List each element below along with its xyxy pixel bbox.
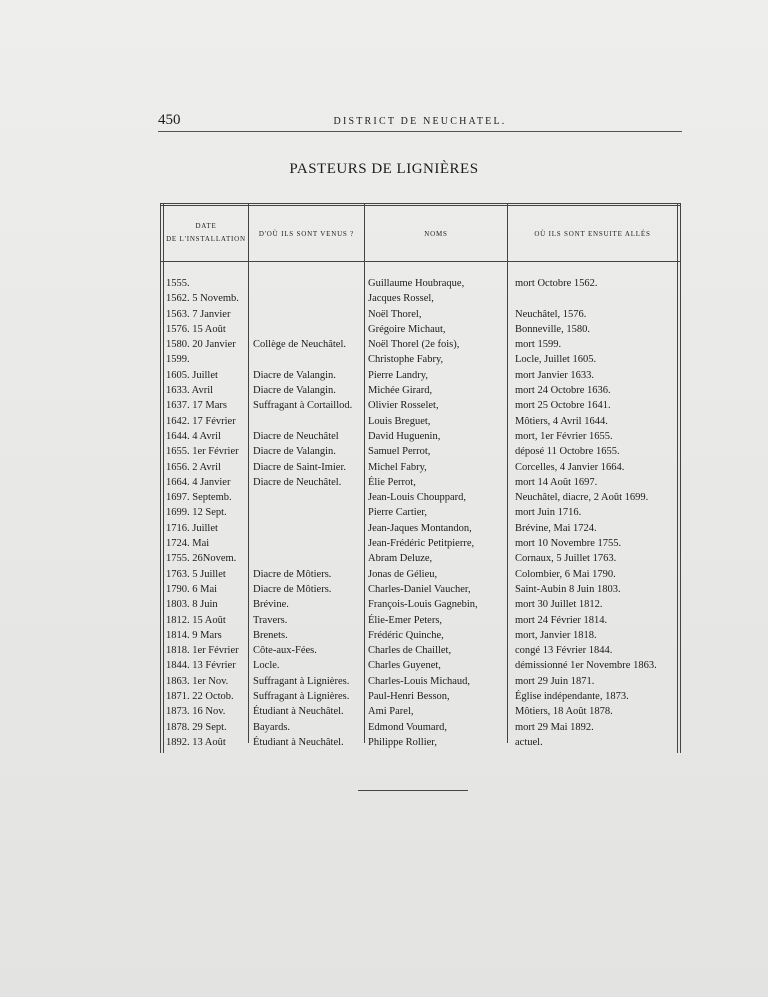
- row-destination: mort 24 Février 1814.: [515, 614, 608, 626]
- row-origin: Suffragant à Cortaillod.: [253, 400, 353, 412]
- row-name: Edmond Voumard,: [368, 721, 447, 733]
- row-date: 1562. 5 Novemb.: [166, 293, 239, 305]
- row-date: 1642. 17 Février: [166, 415, 236, 427]
- row-destination: démissionné 1er Novembre 1863.: [515, 660, 657, 672]
- row-destination: Môtiers, 4 Avril 1644.: [515, 415, 608, 427]
- row-destination: mort Janvier 1633.: [515, 369, 595, 381]
- row-destination: mort 1599.: [515, 339, 562, 351]
- row-date: 1763. 5 Juillet: [166, 568, 226, 580]
- row-name: Guillaume Houbraque,: [368, 278, 465, 289]
- table-right-rule: [680, 203, 681, 753]
- row-origin: Diacre de Môtiers.: [253, 568, 332, 580]
- row-destination: mort 29 Juin 1871.: [515, 675, 595, 687]
- row-destination: mort Octobre 1562.: [515, 278, 598, 289]
- row-date: 1892. 13 Août: [166, 736, 226, 748]
- row-origin: Travers.: [253, 614, 288, 626]
- column-rule-3: [507, 203, 508, 743]
- row-name: François-Louis Gagnebin,: [368, 599, 478, 611]
- row-date: 1818. 1er Février: [166, 645, 239, 657]
- row-destination: Neuchâtel, 1576.: [515, 308, 587, 320]
- row-origin: [253, 291, 352, 306]
- row-name: Élie Perrot,: [368, 476, 416, 488]
- row-origin: Étudiant à Neuchâtel.: [253, 736, 344, 748]
- row-name: Charles-Louis Michaud,: [368, 675, 471, 687]
- table-left-rule: [160, 203, 161, 753]
- running-head: [158, 112, 682, 132]
- pastors-table: [160, 203, 680, 753]
- header-rule: [158, 131, 682, 132]
- row-name: David Huguenin,: [368, 430, 441, 442]
- row-destination: mort 14 Août 1697.: [515, 476, 598, 488]
- row-date: 1633. Avril: [166, 385, 214, 397]
- column-rule-2: [364, 203, 365, 743]
- table-right-rule-inner: [677, 203, 678, 753]
- row-date: 1878. 29 Sept.: [166, 721, 227, 733]
- row-destination: mort 30 Juillet 1812.: [515, 599, 603, 611]
- row-name: Jean-Jaques Montandon,: [368, 522, 472, 534]
- row-date: 1863. 1er Nov.: [166, 675, 229, 687]
- row-destination: Bonneville, 1580.: [515, 323, 590, 335]
- row-name: Noël Thorel,: [368, 308, 422, 320]
- row-name: Pierre Landry,: [368, 369, 428, 381]
- row-date: 1637. 17 Mars: [166, 400, 227, 412]
- row-origin: [253, 490, 352, 505]
- table-header-rule: [160, 261, 680, 262]
- row-origin: Brévine.: [253, 599, 289, 611]
- row-name: Élie-Emer Peters,: [368, 614, 443, 626]
- row-destination: Locle, Juillet 1605.: [515, 354, 597, 366]
- row-destination: actuel.: [515, 736, 543, 748]
- row-destination: Neuchâtel, diacre, 2 Août 1699.: [515, 492, 649, 504]
- row-destination: mort, 1er Février 1655.: [515, 430, 613, 442]
- row-name: Abram Deluze,: [368, 553, 433, 565]
- row-name: Michée Girard,: [368, 385, 433, 397]
- row-destination: déposé 11 Octobre 1655.: [515, 446, 620, 458]
- row-name: Charles-Daniel Vaucher,: [368, 583, 471, 595]
- row-date: 1803. 8 Juin: [166, 599, 218, 611]
- row-destination: [515, 291, 657, 306]
- table-top-rule: [160, 203, 680, 204]
- row-name: Grégoire Michaut,: [368, 323, 446, 335]
- row-destination: mort Juin 1716.: [515, 507, 582, 519]
- row-date: 1656. 2 Avril: [166, 461, 221, 473]
- header-names: NOMS: [424, 230, 448, 238]
- column-rule-1: [248, 203, 249, 743]
- row-date: 1844. 13 Février: [166, 660, 236, 672]
- row-date: 1716. Juillet: [166, 522, 218, 534]
- row-date: 1873. 16 Nov.: [166, 706, 226, 718]
- row-origin: Côte-aux-Fées.: [253, 645, 317, 657]
- row-date: 1790. 6 Mai: [166, 583, 218, 595]
- row-destination: congé 13 Février 1844.: [515, 645, 613, 657]
- row-origin: Étudiant à Neuchâtel.: [253, 706, 344, 718]
- row-name: Jean-Louis Chouppard,: [368, 492, 466, 504]
- row-name: Louis Breguet,: [368, 415, 431, 427]
- row-destination: Cornaux, 5 Juillet 1763.: [515, 553, 617, 565]
- page-number: 450: [158, 112, 181, 128]
- row-date: 1871. 22 Octob.: [166, 691, 234, 703]
- header-date: [164, 220, 248, 246]
- row-name: Pierre Cartier,: [368, 507, 428, 519]
- row-name: Jean-Frédéric Petitpierre,: [368, 538, 475, 550]
- column-names: [368, 276, 478, 750]
- row-destination: Corcelles, 4 Janvier 1664.: [515, 461, 625, 473]
- row-origin: Locle.: [253, 660, 280, 672]
- row-date: 1555.: [166, 278, 190, 289]
- row-origin: Diacre de Valangin.: [253, 369, 336, 381]
- row-name: Jonas de Gélieu,: [368, 568, 438, 580]
- row-origin: Brenets.: [253, 629, 288, 641]
- table-left-rule-inner: [163, 203, 164, 753]
- row-destination: mort 24 Octobre 1636.: [515, 385, 611, 397]
- row-name: Frédéric Quinche,: [368, 629, 444, 641]
- row-name: Samuel Perrot,: [368, 446, 431, 458]
- row-name: Philippe Rollier,: [368, 736, 437, 748]
- row-date: 1699. 12 Sept.: [166, 507, 227, 519]
- row-name: Charles Guyenet,: [368, 660, 441, 672]
- row-origin: [253, 536, 352, 551]
- row-origin: Diacre de Valangin.: [253, 446, 336, 458]
- row-destination: Église indépendante, 1873.: [515, 691, 629, 703]
- row-origin: Suffragant à Lignières.: [253, 675, 350, 687]
- row-origin: [253, 307, 352, 322]
- row-origin: Diacre de Valangin.: [253, 385, 336, 397]
- row-name: Jacques Rossel,: [368, 293, 434, 305]
- row-date: 1605. Juillet: [166, 369, 218, 381]
- column-dates: [166, 276, 239, 750]
- row-destination: Brévine, Mai 1724.: [515, 522, 597, 534]
- page-title: PASTEURS DE LIGNIÈRES: [289, 161, 479, 177]
- row-date: 1755. 26Novem.: [166, 553, 237, 565]
- row-name: Ami Parel,: [368, 706, 414, 718]
- column-destinations: [515, 276, 657, 750]
- end-rule: [358, 790, 468, 791]
- table-top-rule-inner: [160, 205, 680, 206]
- row-destination: mort 29 Mai 1892.: [515, 721, 594, 733]
- row-origin: Diacre de Saint-Imier.: [253, 461, 347, 473]
- row-name: Christophe Fabry,: [368, 354, 444, 366]
- row-date: 1644. 4 Avril: [166, 430, 221, 442]
- row-origin: [253, 276, 352, 291]
- row-origin: [253, 551, 352, 566]
- row-origin: Bayards.: [253, 721, 291, 733]
- header-date-line1: DATE: [195, 222, 217, 230]
- row-date: 1812. 15 Août: [166, 614, 226, 626]
- row-destination: mort, Janvier 1818.: [515, 629, 597, 641]
- row-date: 1814. 9 Mars: [166, 629, 222, 641]
- row-origin: Suffragant à Lignières.: [253, 691, 350, 703]
- header-origin: D'OÙ ILS SONT VENUS ?: [258, 230, 355, 238]
- row-origin: [253, 352, 352, 367]
- row-date: 1655. 1er Février: [166, 446, 239, 458]
- row-date: 1580. 20 Janvier: [166, 339, 236, 351]
- row-origin: Diacre de Neuchâtel: [253, 430, 339, 442]
- row-date: 1697. Septemb.: [166, 492, 232, 504]
- row-origin: Collège de Neuchâtel.: [253, 339, 347, 351]
- row-destination: mort 10 Novembre 1755.: [515, 538, 622, 550]
- row-destination: Môtiers, 18 Août 1878.: [515, 706, 613, 718]
- row-destination: Saint-Aubin 8 Juin 1803.: [515, 583, 621, 595]
- row-origin: [253, 414, 352, 429]
- row-date: 1724. Mai: [166, 538, 210, 550]
- header-destination: OÙ ILS SONT ENSUITE ALLÉS: [534, 230, 651, 238]
- row-destination: Colombier, 6 Mai 1790.: [515, 568, 616, 580]
- header-date-line2: DE L'INSTALLATION: [166, 235, 246, 243]
- row-origin: Diacre de Neuchâtel.: [253, 476, 342, 488]
- running-title: DISTRICT DE NEUCHATEL.: [333, 116, 507, 127]
- row-date: 1563. 7 Janvier: [166, 308, 231, 320]
- row-destination: mort 25 Octobre 1641.: [515, 400, 611, 412]
- row-name: Olivier Rosselet,: [368, 400, 439, 412]
- row-name: Charles de Chaillet,: [368, 645, 452, 657]
- row-name: Paul-Henri Besson,: [368, 691, 450, 703]
- row-origin: [253, 521, 352, 536]
- row-date: 1664. 4 Janvier: [166, 476, 231, 488]
- row-date: 1576. 15 Août: [166, 323, 226, 335]
- row-origin: Diacre de Môtiers.: [253, 583, 332, 595]
- row-name: Noël Thorel (2e fois),: [368, 339, 460, 351]
- row-origin: [253, 322, 352, 337]
- row-origin: [253, 505, 352, 520]
- row-date: 1599.: [166, 354, 190, 366]
- column-origins: [253, 276, 352, 750]
- row-name: Michel Fabry,: [368, 461, 427, 473]
